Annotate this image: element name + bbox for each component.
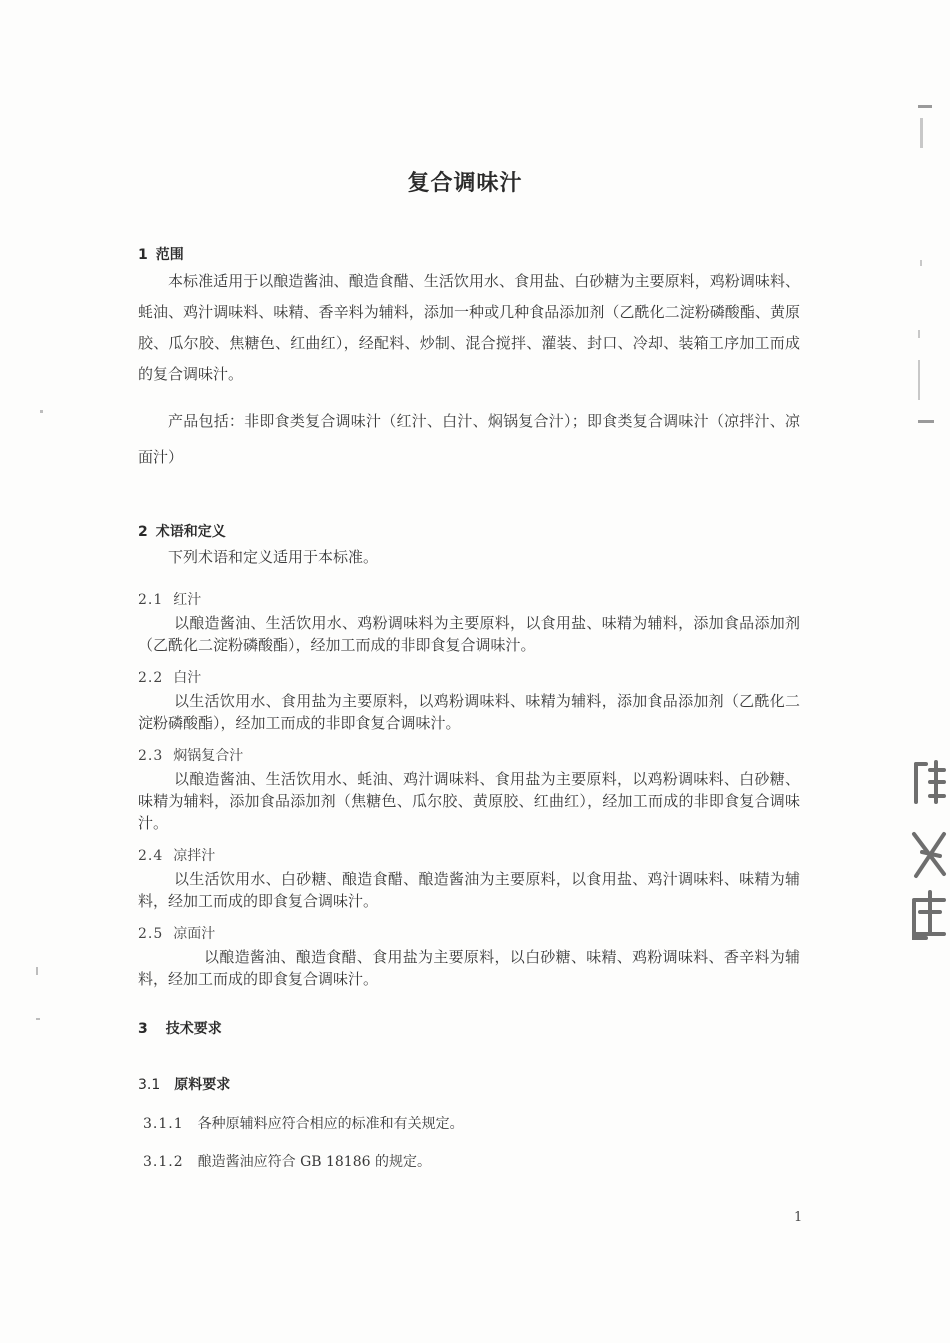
term-2-4-name: 凉拌汁 [173,848,216,864]
clause-3-1-2 [143,1151,431,1171]
stamp-seal [900,752,950,942]
term-2-5-number: 2.5 [138,926,164,942]
margin-mark [918,420,934,423]
section-1-paragraph-1: 本标准适用于以酿造酱油、酿造食醋、生活饮用水、食用盐、白砂糖为主要原料，鸡粉调味料、蚝油、鸡汁调味料、味精、香辛料为辅料，添加一种或几种食品添加剂（乙酰化二淀粉磷酸酯、黄原胶、瓜尔胶、焦糖色、红曲红），经配料、炒制、混合搅拌、灌装、封口、冷却、装箱工序加工而成的复合调味汁。 [138,272,800,383]
margin-mark [920,260,922,266]
clause-3-1-1 [143,1113,464,1133]
term-2-3-title [138,745,243,765]
section-2-number: 2 [138,524,148,540]
term-2-2-name: 白汁 [173,670,202,686]
section-1-paragraph-2: 产品包括：非即食类复合调味汁（红汁、白汁、焖锅复合汁）；即食类复合调味汁（凉拌汁、凉面汁） [138,412,800,466]
term-2-1-definition: 以酿造酱油、生活饮用水、鸡粉调味料为主要原料，以食用盐、味精为辅料，添加食品添加剂（乙酰化二淀粉磷酸酯），经加工而成的非即食复合调味汁。 [138,614,800,654]
page-number: 1 [794,1210,803,1225]
subsection-3-1-title: 原料要求 [174,1077,231,1093]
subsection-3-1-number: 3.1 [138,1077,161,1093]
term-2-2-definition: 以生活饮用水、食用盐为主要原料，以鸡粉调味料、味精为辅料，添加食品添加剂（乙酰化二淀粉磷酸酯），经加工而成的非即食复合调味汁。 [138,692,800,732]
term-2-1-name: 红汁 [173,592,202,608]
term-2-3-number: 2.3 [138,748,164,764]
section-3-heading [138,1018,222,1038]
term-2-5-definition: 以酿造酱油、酿造食醋、食用盐为主要原料，以白砂糖、味精、鸡粉调味料、香辛料为辅料，经加工而成的即食复合调味汁。 [138,948,800,988]
margin-mark [918,360,920,400]
clause-3-1-1-text: 各种原辅料应符合相应的标准和有关规定。 [197,1116,464,1132]
clause-3-1-2-number: 3.1.2 [143,1154,184,1170]
margin-mark [40,410,43,413]
term-2-2-number: 2.2 [138,670,164,686]
term-2-1-number: 2.1 [138,592,164,608]
section-1-heading [138,244,184,264]
section-2-heading [138,521,226,541]
term-2-5-name: 凉面汁 [173,926,216,942]
clause-3-1-2-text: 酿造酱油应符合 GB 18186 的规定。 [197,1154,431,1170]
margin-mark [36,967,38,975]
section-2-intro: 下列术语和定义适用于本标准。 [168,548,379,566]
term-2-3-definition: 以酿造酱油、生活饮用水、蚝油、鸡汁调味料、食用盐为主要原料，以鸡粉调味料、白砂糖、味精为辅料，添加食品添加剂（焦糖色、瓜尔胶、黄原胶、红曲红），经加工而成的非即食复合调味汁。 [138,770,800,832]
term-2-2-title [138,667,201,687]
subsection-3-1-heading [138,1074,230,1094]
margin-mark [920,118,923,148]
section-1-number: 1 [138,247,148,263]
term-2-4-number: 2.4 [138,848,164,864]
section-2-title: 术语和定义 [155,524,226,540]
document-title: 复合调味汁 [407,171,523,196]
margin-mark [918,105,932,108]
term-2-4-definition: 以生活饮用水、白砂糖、酿造食醋、酿造酱油为主要原料，以食用盐、鸡汁调味料、味精为辅料，经加工而成的即食复合调味汁。 [138,870,800,910]
section-3-number: 3 [138,1021,148,1037]
section-1-title: 范围 [155,247,184,263]
term-2-3-name: 焖锅复合汁 [173,748,244,764]
clause-3-1-1-number: 3.1.1 [143,1116,184,1132]
term-2-4-title [138,845,215,865]
margin-mark [36,1018,40,1020]
term-2-5-title [138,923,215,943]
margin-mark [918,330,920,338]
section-3-title: 技术要求 [165,1021,222,1037]
term-2-1-title [138,589,201,609]
